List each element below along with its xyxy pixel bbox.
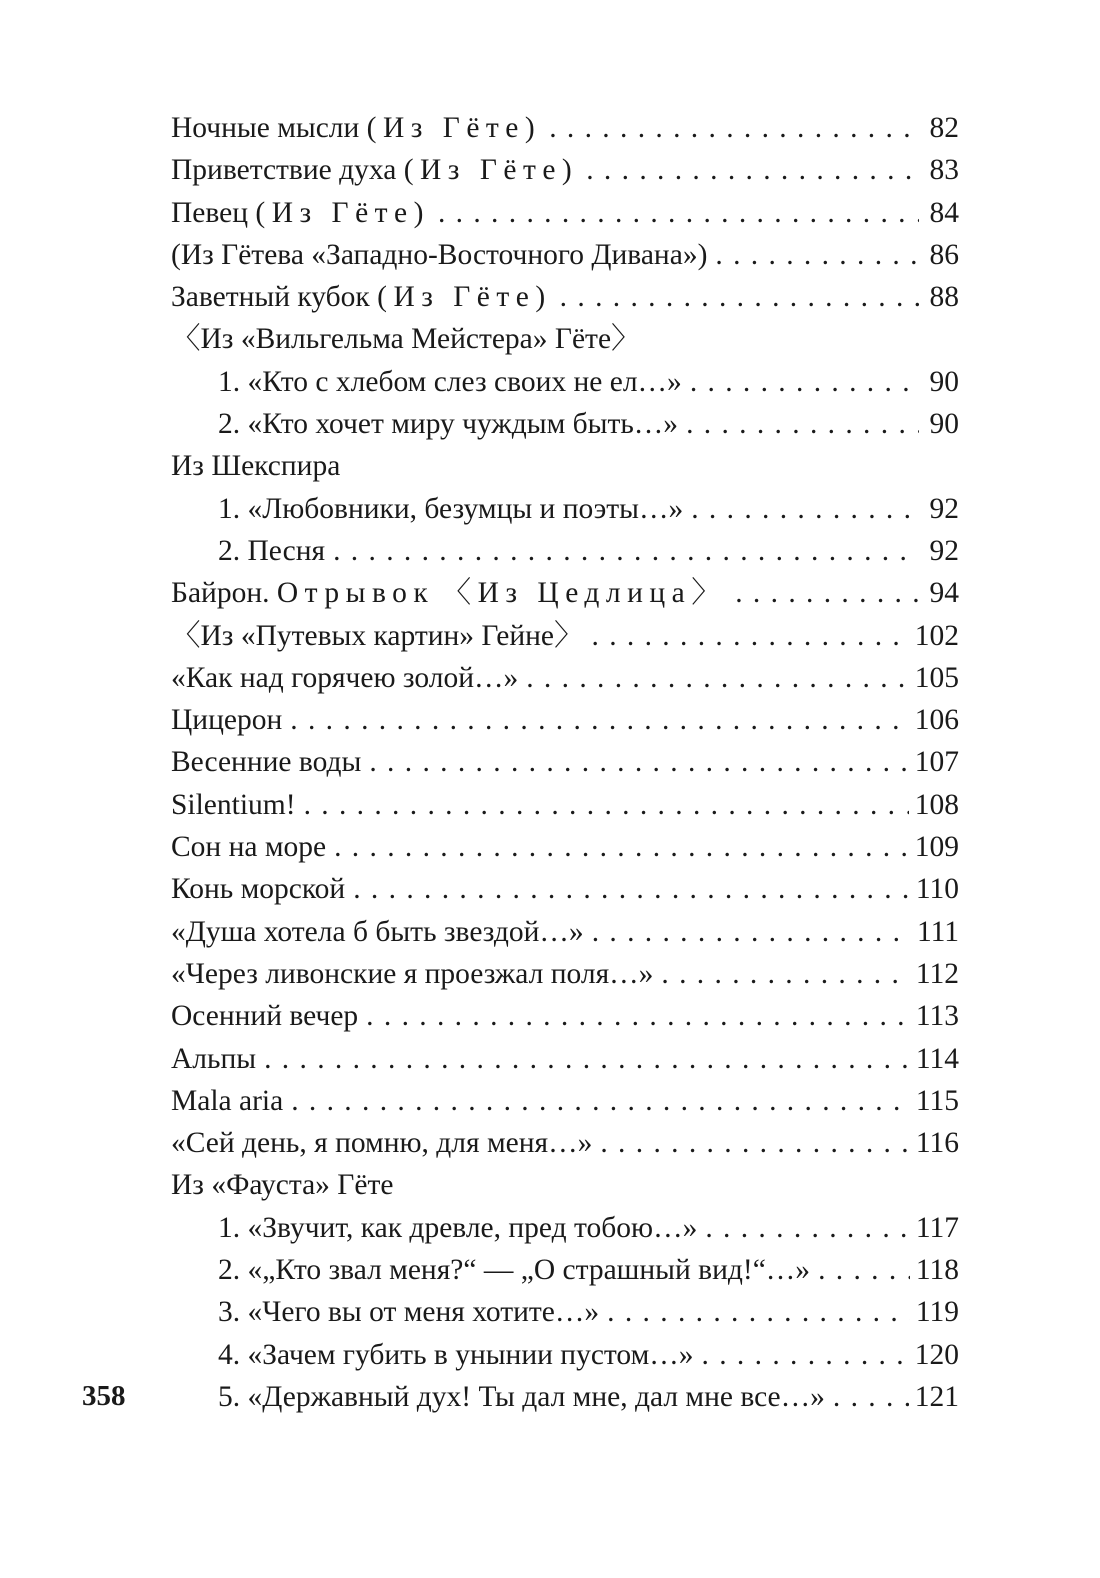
- toc-entry: [171, 826, 959, 868]
- toc-entry-title-text: Байрон.: [171, 577, 270, 610]
- dot-leader: [818, 1249, 910, 1291]
- toc-entry-page: 102: [914, 619, 959, 652]
- toc-entry: [171, 234, 959, 276]
- toc-entry-page: 92: [929, 534, 959, 567]
- toc-entry: [171, 276, 959, 318]
- toc-entry-title: [171, 234, 707, 276]
- toc-entry-title-text: (Из Гётева «Западно-Восточного Дивана»): [171, 238, 708, 271]
- toc-entry-page: 115: [915, 1084, 959, 1117]
- dot-leader: [686, 403, 919, 445]
- toc-entry-page: 108: [914, 788, 959, 821]
- toc-entry-title: [218, 1334, 694, 1376]
- toc-entry-page: 90: [929, 408, 959, 441]
- dot-leader: [702, 1334, 909, 1376]
- toc-entry-title-text: Silentium!: [171, 788, 296, 821]
- dot-leader: [333, 530, 919, 572]
- toc-entry-title: [171, 657, 518, 699]
- toc-entry-subtitle: 〈Из Цедлица〉: [441, 577, 728, 610]
- toc-entry-title: [171, 995, 358, 1037]
- toc-entry-page: 83: [929, 154, 959, 187]
- dot-leader: [353, 868, 910, 910]
- dot-leader: [735, 572, 919, 614]
- dot-leader: [607, 1291, 910, 1333]
- dot-leader: [438, 192, 919, 234]
- toc-entry-spaced-text: (Из Гёте): [403, 154, 579, 187]
- toc-entry-page: 116: [915, 1127, 959, 1160]
- dot-leader: [661, 953, 909, 995]
- toc-entry: [171, 868, 959, 910]
- toc-entry: [171, 572, 959, 614]
- toc-entry-title-text: Певец: [171, 196, 249, 229]
- toc-entry-title: [218, 488, 683, 530]
- toc-entry-title-text: 2. «„Кто звал меня?“ — „О страшный вид!“…»: [218, 1254, 811, 1287]
- toc-entry: [171, 657, 959, 699]
- dot-leader: [560, 276, 919, 318]
- toc-entry-title: [218, 530, 325, 572]
- toc-entry-page: 110: [915, 873, 959, 906]
- toc-entry-title-text: 1. «Кто с хлебом слез своих не ел…»: [218, 365, 682, 398]
- toc-entry-title: [171, 318, 641, 360]
- toc-entry-title-text: 2. Песня: [218, 534, 326, 567]
- toc-entry-page: 84: [929, 196, 959, 229]
- toc-entry-title-text: 5. «Державный дух! Ты дал мне, дал мне все…»: [218, 1380, 825, 1413]
- toc-entry-page: 118: [915, 1254, 959, 1287]
- toc-entry-title: [171, 741, 361, 783]
- toc-entry: [171, 1080, 959, 1122]
- toc-entry-spaced-text: (Из Гёте): [366, 112, 542, 144]
- dot-leader: [690, 361, 919, 403]
- toc-entry: [171, 530, 959, 572]
- page-number: 358: [82, 1380, 126, 1412]
- toc-entry-spaced-text: (Из Гёте): [377, 281, 552, 314]
- toc-entry: [171, 361, 959, 403]
- toc-entry-page: 106: [914, 704, 959, 737]
- toc-entry-title-text: Из Шекспира: [171, 450, 341, 483]
- toc-entry: [171, 488, 959, 530]
- table-of-contents: [171, 107, 959, 1418]
- toc-entry-title-text: 〈Из «Путевых картин» Гейне〉: [171, 619, 584, 652]
- toc-entry-title: [218, 1249, 810, 1291]
- toc-entry-title: [171, 784, 296, 826]
- toc-entry: [171, 911, 959, 953]
- toc-entry-page: 114: [915, 1042, 959, 1075]
- toc-entry-title: [171, 699, 282, 741]
- toc-entry-title-text: «Как над горячею золой…»: [171, 661, 519, 694]
- toc-entry-page: 113: [915, 1000, 959, 1033]
- toc-entry-title-text: Сон на море: [171, 831, 327, 864]
- toc-entry-page: 88: [929, 281, 959, 314]
- toc-entry-page: 82: [929, 112, 959, 144]
- toc-entry-page: 120: [914, 1338, 959, 1371]
- toc-entry-title-text: Приветствие духа: [171, 154, 397, 187]
- toc-entry-title-text: Заветный кубок: [171, 281, 370, 314]
- toc-entry: [171, 1291, 959, 1333]
- toc-entry: [171, 1122, 959, 1164]
- dot-leader: [526, 657, 909, 699]
- toc-entry-page: 119: [915, 1296, 959, 1329]
- toc-entry: [171, 699, 959, 741]
- toc-entry-title: [171, 192, 430, 234]
- toc-entry: [171, 953, 959, 995]
- toc-entry-page: 92: [929, 492, 959, 525]
- toc-entry: [171, 1164, 959, 1206]
- toc-entry: [171, 741, 959, 783]
- toc-entry-title-text: 3. «Чего вы от меня хотите…»: [218, 1296, 600, 1329]
- toc-entry-page: 86: [929, 238, 959, 271]
- toc-entry-page: 117: [915, 1211, 959, 1244]
- toc-entry-title: [171, 953, 653, 995]
- toc-entry: [171, 445, 959, 487]
- dot-leader: [304, 784, 909, 826]
- dot-leader: [334, 826, 909, 868]
- toc-entry-title: [218, 1207, 697, 1249]
- toc-entry-page: 107: [914, 746, 959, 779]
- toc-entry-title: [171, 868, 345, 910]
- toc-entry: [171, 107, 959, 149]
- dot-leader: [592, 911, 911, 953]
- toc-entry-title-text: Альпы: [171, 1042, 257, 1075]
- toc-entry-page: 109: [914, 831, 959, 864]
- dot-leader: [715, 234, 919, 276]
- toc-entry-title: [218, 1376, 825, 1418]
- dot-leader: [549, 107, 919, 149]
- toc-entry-title-text: «Через ливонские я проезжал поля…»: [171, 957, 654, 990]
- dot-leader: [705, 1207, 910, 1249]
- toc-entry-page: 94: [929, 577, 959, 610]
- toc-entry-title: [218, 403, 678, 445]
- toc-entry-title: [171, 1164, 393, 1206]
- toc-entry-title-text: Ночные мысли: [171, 112, 360, 144]
- dot-leader: [290, 699, 908, 741]
- toc-entry-page: 121: [914, 1380, 959, 1413]
- dot-leader: [833, 1376, 909, 1418]
- toc-entry-title: [171, 276, 552, 318]
- toc-entry-title: [171, 445, 340, 487]
- toc-entry-title-text: «Душа хотела б быть звездой…»: [171, 915, 584, 948]
- toc-entry-title-text: 4. «Зачем губить в унынии пустом…»: [218, 1338, 694, 1371]
- toc-entry-title-text: 〈Из «Вильгельма Мейстера» Гёте〉: [171, 323, 641, 356]
- toc-entry: [171, 784, 959, 826]
- toc-entry-page: 111: [916, 915, 959, 948]
- dot-leader: [691, 488, 919, 530]
- toc-entry-title-text: 1. «Любовники, безумцы и поэты…»: [218, 492, 684, 525]
- toc-entry: [171, 1038, 959, 1080]
- dot-leader: [600, 1122, 910, 1164]
- toc-entry-title: [171, 1080, 283, 1122]
- toc-entry: [171, 318, 959, 360]
- toc-entry-title: [171, 572, 727, 614]
- toc-entry-title: [218, 1291, 599, 1333]
- toc-entry: [171, 403, 959, 445]
- toc-entry-title-text: 2. «Кто хочет миру чуждым быть…»: [218, 408, 679, 441]
- toc-entry-title: [171, 1122, 592, 1164]
- toc-entry-spaced-text: (Из Гёте): [255, 196, 430, 229]
- toc-entry: [171, 1207, 959, 1249]
- toc-entry-title-text: Из «Фауста» Гёте: [171, 1169, 394, 1202]
- toc-entry-title-text: 1. «Звучит, как древле, пред тобою…»: [218, 1211, 698, 1244]
- toc-entry: [171, 1249, 959, 1291]
- dot-leader: [291, 1080, 910, 1122]
- dot-leader: [366, 995, 910, 1037]
- dot-leader: [264, 1038, 910, 1080]
- toc-entry: [171, 1376, 959, 1418]
- dot-leader: [369, 741, 908, 783]
- toc-entry-page: 105: [914, 661, 959, 694]
- toc-entry-title-text: Цицерон: [171, 704, 283, 737]
- toc-entry-title: [171, 911, 584, 953]
- toc-entry-title: [171, 615, 584, 657]
- toc-entry: [171, 615, 959, 657]
- toc-entry-title-text: Mala aria: [171, 1084, 284, 1117]
- dot-leader: [592, 615, 909, 657]
- toc-entry: [171, 995, 959, 1037]
- toc-entry-title: [171, 107, 541, 149]
- toc-entry-title: [171, 1038, 256, 1080]
- toc-entry-page: 90: [929, 365, 959, 398]
- toc-entry-title: [171, 149, 578, 191]
- toc-entry: [171, 1334, 959, 1376]
- toc-entry-title: [218, 361, 682, 403]
- toc-entry: [171, 149, 959, 191]
- toc-entry-title: [171, 826, 326, 868]
- toc-entry-title-text: «Сей день, я помню, для меня…»: [171, 1127, 593, 1160]
- toc-entry-title-text: Весенние воды: [171, 746, 362, 779]
- toc-entry-title-text: Конь морской: [171, 873, 346, 906]
- toc-entry-page: 112: [915, 957, 959, 990]
- toc-entry-title-text: Осенний вечер: [171, 1000, 359, 1033]
- dot-leader: [586, 149, 919, 191]
- toc-entry-spaced-text: Отрывок: [276, 577, 435, 610]
- toc-entry: [171, 192, 959, 234]
